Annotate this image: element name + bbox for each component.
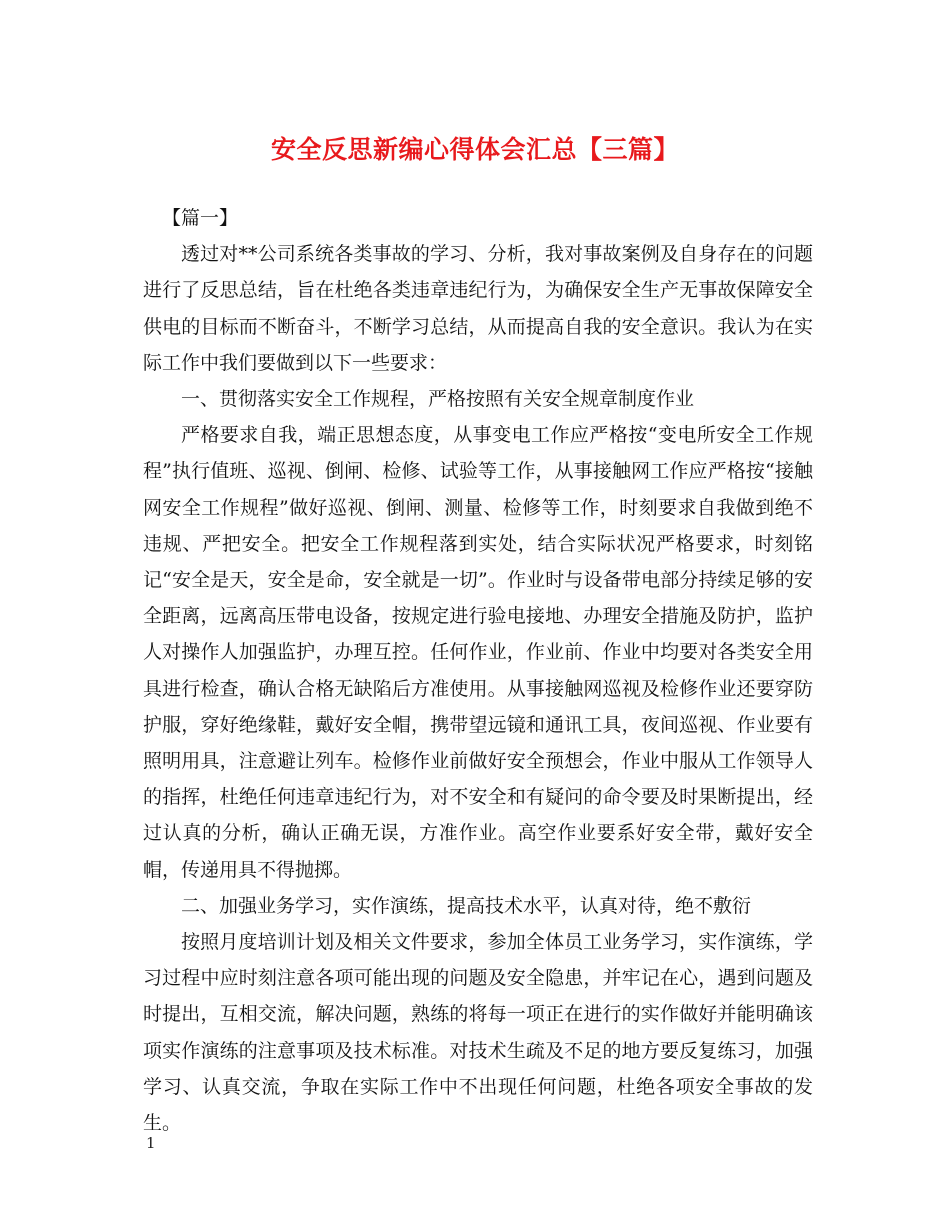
- heading-point-one: 一、贯彻落实安全工作规程，严格按照有关安全规章制度作业: [181, 388, 695, 411]
- section-label: 【篇一】: [162, 207, 239, 229]
- paragraph-point-two: 按照月度培训计划及相关文件要求，参加全体员工业务学习，实作演练，学习过程中应时刻注意各项可能出现的问题及安全隐患，并牢记在心，遇到问题及时提出，互相交流，解决问题，熟练的将每一项正在进行的实作做好并能明确该项实作演练的注意事项及技术标准。对技术生疏及不足的地方要反复练习，加强学习、认真交流，争取在实际工作中不出现任何问题，杜绝各项安全事故的发生。: [143, 931, 813, 1135]
- paragraph-point-one: 严格要求自我，端正思想态度，从事变电工作应严格按“变电所安全工作规程”执行值班、巡视、倒闸、检修、试验等工作，从事接触网工作应严格按“接触网安全工作规程”做好巡视、倒闸、测量、检修等工作，时刻要求自我做到绝不违规、严把安全。把安全工作规程落到实处，结合实际状况严格要求，时刻铭记“安全是天，安全是命，安全就是一切”。作业时与设备带电部分持续足够的安全距离，远离高压带电设备，按规定进行验电接地、办理安全措施及防护，监护人对操作人加强监护，办理互控。任何作业，作业前、作业中均要对各类安全用具进行检查，确认合格无缺陷后方准使用。从事接触网巡视及检修作业还要穿防护服，穿好绝缘鞋，戴好安全帽，携带望远镜和通讯工具，夜间巡视、作业要有照明用具，注意避让列车。检修作业前做好安全预想会，作业中服从工作领导人的指挥，杜绝任何违章违纪行为，对不安全和有疑问的命令要及时果断提出，经过认真的分析，确认正确无误，方准作业。高空作业要系好安全带，戴好安全帽，传递用具不得抛掷。: [143, 424, 813, 881]
- heading-point-two: 二、加强业务学习，实作演练，提高技术水平，认真对待，绝不敷衍: [181, 894, 752, 917]
- paragraph-intro: 透过对**公司系统各类事故的学习、分析，我对事故案例及自身存在的问题进行了反思总结，旨在杜绝各类违章违纪行为，为确保安全生产无事故保障安全供电的目标而不断奋斗，不断学习总结，从而提高自我的安全意识。我认为在实际工作中我们要做到以下一些要求：: [143, 243, 813, 374]
- document-title: 安全反思新编心得体会汇总【三篇】: [270, 135, 679, 164]
- page-number: 1: [146, 1134, 156, 1152]
- document-body: [143, 200, 813, 1141]
